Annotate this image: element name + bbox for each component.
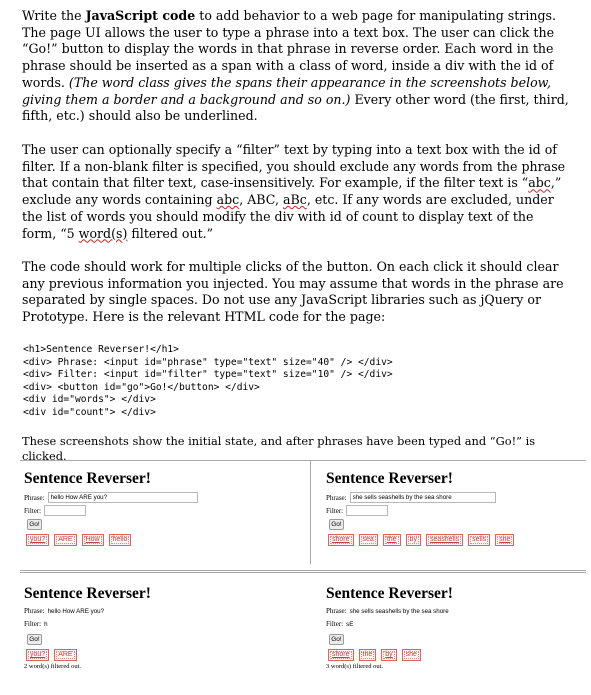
phrase-row <box>326 607 449 615</box>
go-button[interactable]: Go! <box>27 634 42 645</box>
phrase-row <box>24 607 104 615</box>
go-button[interactable]: Go! <box>329 634 344 645</box>
code-block <box>23 344 571 420</box>
phrase-row <box>326 492 496 503</box>
phrase-label: Phrase: <box>326 607 347 615</box>
page-title: Sentence Reverser! <box>326 470 453 487</box>
grid-divider <box>20 572 586 573</box>
screenshot-filtered-left <box>20 577 290 685</box>
filter-row <box>24 505 86 516</box>
code-line: <div id="words"> </div> <box>23 394 156 406</box>
page-title: Sentence Reverser! <box>24 585 151 602</box>
page-title: Sentence Reverser! <box>24 470 151 487</box>
phrase-row <box>24 492 198 503</box>
text-span: , ABC, <box>239 192 283 208</box>
word-span: shore <box>328 649 354 661</box>
grid-divider <box>310 460 311 564</box>
page-title: Sentence Reverser! <box>326 585 453 602</box>
word-span: you? <box>26 534 49 546</box>
text-span: to add behavior to a web page for manipulating strings. The page UI allows the user to type a phrase into a text box. The user can click the “Go!” button to display the words in that phrase in reverse order. Each word in the phrase should be inserted as a span with a class of word, inside a div with the id of words. <box>22 8 557 90</box>
code-line: <h1>Sentence Reverser!</h1> <box>23 344 179 355</box>
word-span: the <box>383 534 401 546</box>
code-line: <div id="count"> </div> <box>23 406 156 418</box>
words-container <box>328 649 426 661</box>
word-span: hello <box>109 534 132 546</box>
filter-value[interactable]: h <box>44 620 48 628</box>
go-button[interactable]: Go! <box>27 519 42 530</box>
text-span: The user can optionally specify a “filter” text by typing into a text box with the id of filter. If a non-blank filter is specified, you should exclude any words from the phrase that contain that filter text, case-insensitively. For example, if the filter text is “ <box>22 142 566 191</box>
phrase-value[interactable]: hello How ARE you? <box>47 607 105 615</box>
screenshot-filtered-right <box>322 577 591 685</box>
words-container <box>328 534 519 546</box>
word-span: the <box>359 649 377 661</box>
filter-label: Filter: <box>326 506 344 515</box>
screenshot-initial-right <box>322 462 591 570</box>
phrase-value[interactable]: she sells seashells by the sea shore <box>349 607 449 615</box>
word-span: she <box>495 534 514 546</box>
spellcheck-word: word(s) <box>78 225 128 241</box>
spellcheck-word: abc <box>216 192 240 208</box>
grid-divider <box>20 570 586 571</box>
filter-label: Filter: <box>24 506 42 515</box>
word-span: sea <box>359 534 378 546</box>
text-span: , etc. If any words are excluded, under the list of words you should modify the div with id of count to display text of the form, “5 <box>22 192 554 241</box>
go-button[interactable]: Go! <box>329 519 344 530</box>
word-span: seashells <box>426 534 463 546</box>
screenshots-caption: These screenshots show the initial state, and after phrases have been typed and “Go!” is clicked. <box>22 434 536 463</box>
text-span: Write the <box>22 8 86 23</box>
text-span: filtered out.” <box>127 225 214 241</box>
word-span: sells <box>468 534 490 546</box>
filter-row <box>326 620 353 628</box>
word-span: you? <box>26 649 49 661</box>
filtered-count: 3 word(s) filtered out. <box>326 663 384 670</box>
words-container <box>26 534 136 546</box>
filtered-count: 2 word(s) filtered out. <box>24 663 82 670</box>
grid-divider <box>20 460 586 461</box>
phrase-label: Phrase: <box>24 493 45 502</box>
text-span: ,” exclude any words containing <box>22 175 562 208</box>
phrase-input[interactable]: hello How ARE you? <box>48 492 198 503</box>
phrase-label: Phrase: <box>326 493 347 502</box>
spellcheck-word: aBc <box>283 192 307 208</box>
bold-text: JavaScript code <box>85 8 196 23</box>
filter-row <box>326 505 388 516</box>
filter-value[interactable]: sE <box>346 620 354 628</box>
text-span: Every other word (the first, third, fifth, etc.) should also be underlined. <box>22 91 569 124</box>
filter-row <box>24 620 48 628</box>
word-span: shore <box>328 534 354 546</box>
word-span: by <box>406 534 421 546</box>
word-span: ARE <box>54 534 76 546</box>
code-line: <div> Phrase: <input id="phrase" type="text" size="40" /> </div> <box>23 356 393 368</box>
screenshot-initial-left <box>20 462 290 570</box>
words-container <box>26 649 82 661</box>
code-line: <div> Filter: <input id="filter" type="text" size="10" /> </div> <box>23 369 393 381</box>
word-span: by <box>381 649 396 661</box>
screenshot-grid <box>20 460 586 688</box>
paragraph-requirements: The code should work for multiple clicks of the button. On each click it should clear any previous information you injected. You may assume that words in the phrase are separated by single spaces. Do not use any JavaScript libraries such as jQuery or Prototype. Here is the relevant HTML code for the page: <box>22 259 564 325</box>
filter-input[interactable] <box>346 505 388 516</box>
word-span: How <box>82 534 104 546</box>
italic-note: (The word class gives the spans their appearance in the screenshots below, giving them a border and a background and so on.) <box>22 74 551 107</box>
paragraph-filter <box>22 142 570 242</box>
paragraph-intro <box>22 8 570 125</box>
word-span: she <box>402 649 421 661</box>
spellcheck-word: abc <box>528 175 551 191</box>
word-span: ARE <box>54 649 76 661</box>
filter-input[interactable] <box>44 505 86 516</box>
code-line: <div> <button id="go">Go!</button> </div> <box>23 381 260 393</box>
phrase-input[interactable]: she sells seashells by the sea shore <box>350 492 496 503</box>
phrase-label: Phrase: <box>24 607 45 615</box>
filter-label: Filter: <box>326 620 344 628</box>
filter-label: Filter: <box>24 620 42 628</box>
